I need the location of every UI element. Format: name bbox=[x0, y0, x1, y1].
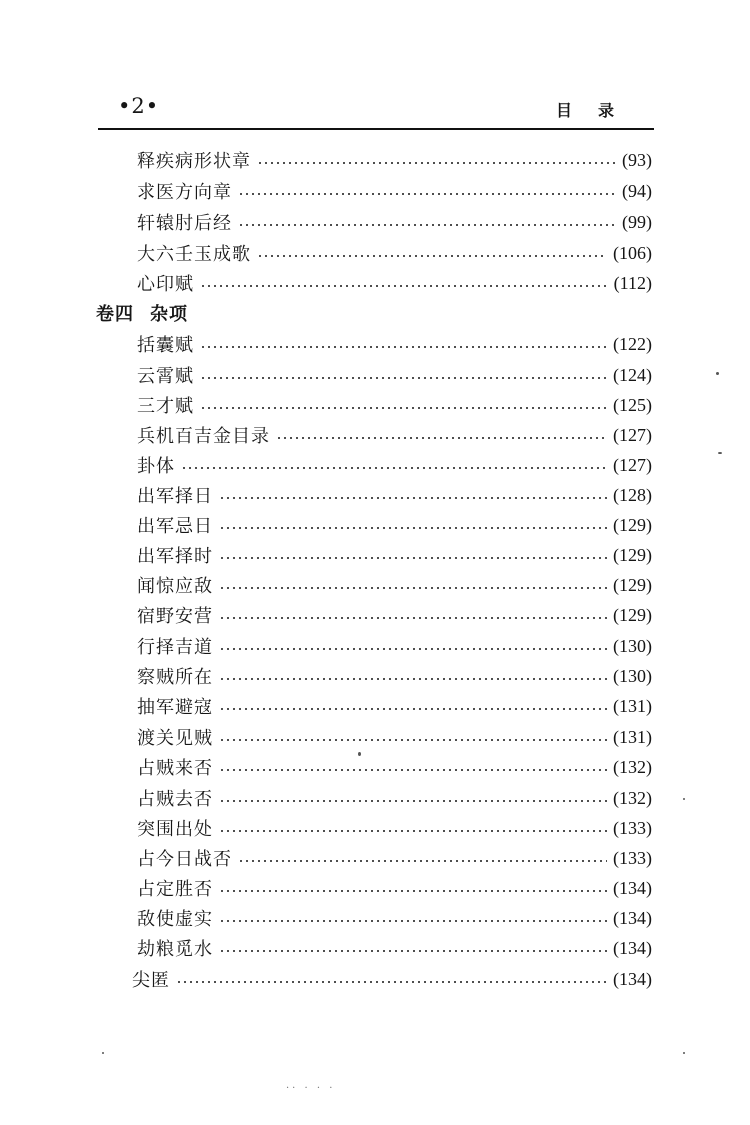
toc-entry-page: (134) bbox=[613, 907, 652, 928]
toc-entry-title: 宿野安营 bbox=[137, 606, 213, 627]
section-heading bbox=[96, 298, 188, 328]
dot-leader bbox=[219, 617, 607, 619]
section-label: 卷四 bbox=[96, 304, 134, 325]
running-title: 目录 bbox=[555, 101, 640, 120]
toc-entry-page: (133) bbox=[613, 817, 652, 838]
toc-entry-page: (127) bbox=[613, 454, 652, 475]
toc-entry bbox=[137, 480, 652, 510]
toc-entry-title: 占定胜否 bbox=[137, 879, 213, 900]
toc-entry-page: (132) bbox=[613, 756, 652, 777]
toc-entry-title: 占今日战否 bbox=[137, 849, 232, 870]
toc-entry-title: 兵机百吉金目录 bbox=[137, 426, 270, 447]
dot-leader bbox=[219, 890, 607, 892]
page-header bbox=[98, 92, 654, 130]
toc-entry bbox=[137, 176, 652, 206]
dot-leader bbox=[219, 950, 607, 952]
toc-entry-title: 轩辕肘后经 bbox=[137, 213, 232, 234]
toc-entry bbox=[137, 329, 652, 359]
toc-entry-title: 察贼所在 bbox=[137, 667, 213, 688]
toc-entry-title: 大六壬玉成歌 bbox=[137, 244, 251, 265]
toc-entry bbox=[137, 933, 652, 963]
scan-speck bbox=[683, 1052, 685, 1054]
toc-entry-title: 三才赋 bbox=[137, 396, 194, 417]
toc-entry bbox=[137, 510, 652, 540]
toc-entry-title: 行择吉道 bbox=[137, 637, 213, 658]
toc-entry-title: 云霄赋 bbox=[137, 366, 194, 387]
dot-leader bbox=[219, 497, 607, 499]
toc-entry bbox=[137, 570, 652, 600]
dot-leader bbox=[200, 377, 607, 379]
dot-leader bbox=[276, 437, 607, 439]
toc-entry-page: (122) bbox=[613, 333, 652, 354]
toc-entry-title: 求医方向章 bbox=[137, 182, 232, 203]
toc-entry-title: 出军择日 bbox=[137, 486, 213, 507]
toc-entry-page: (134) bbox=[613, 968, 652, 989]
dot-leader bbox=[219, 769, 607, 771]
dot-leader bbox=[176, 981, 607, 983]
toc-entry bbox=[137, 600, 652, 630]
toc-entry bbox=[137, 238, 652, 268]
dot-leader bbox=[219, 739, 607, 741]
section-title: 杂项 bbox=[150, 304, 188, 325]
page-number: •2• bbox=[118, 94, 160, 118]
toc-entry-page: (129) bbox=[613, 544, 652, 565]
toc-entry-page: (127) bbox=[613, 424, 652, 445]
dot-leader bbox=[257, 255, 607, 257]
scan-speck bbox=[716, 372, 719, 375]
dot-leader bbox=[219, 830, 607, 832]
toc-entry bbox=[137, 783, 652, 813]
dot-leader bbox=[238, 860, 607, 862]
toc-entry bbox=[137, 691, 652, 721]
scan-speck bbox=[102, 1052, 104, 1054]
toc-entry bbox=[137, 843, 652, 873]
dot-leader bbox=[219, 587, 607, 589]
toc-entry bbox=[137, 903, 652, 933]
toc-entry-title: 出军忌日 bbox=[137, 516, 213, 537]
toc-entry-page: (130) bbox=[613, 665, 652, 686]
toc-entry-title: 括囊赋 bbox=[137, 335, 194, 356]
toc-entry bbox=[137, 873, 652, 903]
toc-entry-title: 尖匿 bbox=[132, 970, 170, 991]
dot-leader bbox=[200, 285, 608, 287]
toc-entry-title: 占贼来否 bbox=[137, 758, 213, 779]
toc-entry-title: 抽军避寇 bbox=[137, 697, 213, 718]
scan-speck bbox=[718, 452, 722, 454]
scan-speck bbox=[683, 798, 685, 800]
scan-speck bbox=[358, 752, 361, 756]
toc-entry-page: (99) bbox=[622, 211, 652, 232]
toc-entry-page: (134) bbox=[613, 877, 652, 898]
toc-entry-page: (132) bbox=[613, 787, 652, 808]
toc-entry-page: (112) bbox=[613, 272, 652, 293]
dot-leader bbox=[257, 162, 616, 164]
toc-entry bbox=[137, 360, 652, 390]
dot-leader bbox=[219, 708, 607, 710]
toc-entry-page: (129) bbox=[613, 604, 652, 625]
toc-entry-page: (134) bbox=[613, 937, 652, 958]
toc-entry-title: 释疾病形状章 bbox=[137, 151, 251, 172]
toc-entry-page: (125) bbox=[613, 394, 652, 415]
toc-entry-page: (128) bbox=[613, 484, 652, 505]
toc-entry-page: (129) bbox=[613, 574, 652, 595]
toc-entry-title: 占贼去否 bbox=[137, 789, 213, 810]
toc-entry bbox=[137, 661, 652, 691]
dot-leader bbox=[238, 193, 616, 195]
toc-entry-page: (94) bbox=[622, 180, 652, 201]
toc-entry-page: (131) bbox=[613, 726, 652, 747]
toc-entry bbox=[137, 752, 652, 782]
toc-entry bbox=[137, 540, 652, 570]
dot-leader bbox=[238, 224, 616, 226]
toc-entry bbox=[137, 450, 652, 480]
toc-entry bbox=[137, 420, 652, 450]
toc-entry bbox=[137, 390, 652, 420]
scan-smudge: ·· · · · bbox=[286, 1083, 336, 1094]
toc-entry-title: 渡关见贼 bbox=[137, 728, 213, 749]
toc-entry-page: (124) bbox=[613, 364, 652, 385]
toc-entry bbox=[132, 964, 652, 994]
toc-entry bbox=[137, 268, 652, 298]
toc-entry-title: 突围出处 bbox=[137, 819, 213, 840]
toc-entry-page: (131) bbox=[613, 695, 652, 716]
dot-leader bbox=[219, 527, 607, 529]
toc-entry-page: (130) bbox=[613, 635, 652, 656]
toc-entry bbox=[137, 631, 652, 661]
toc-entry-page: (93) bbox=[622, 149, 652, 170]
toc-entry-title: 劫粮觅水 bbox=[137, 939, 213, 960]
toc-entry-page: (129) bbox=[613, 514, 652, 535]
dot-leader bbox=[219, 648, 607, 650]
toc-entry-title: 心印赋 bbox=[137, 274, 194, 295]
dot-leader bbox=[181, 467, 607, 469]
toc-entry bbox=[137, 722, 652, 752]
toc-entry-title: 出军择时 bbox=[137, 546, 213, 567]
dot-leader bbox=[200, 346, 607, 348]
toc-entry-page: (133) bbox=[613, 847, 652, 868]
dot-leader bbox=[200, 407, 607, 409]
toc-entry bbox=[137, 813, 652, 843]
dot-leader bbox=[219, 557, 607, 559]
dot-leader bbox=[219, 920, 607, 922]
toc-entry-title: 闻惊应敌 bbox=[137, 576, 213, 597]
toc-entry bbox=[137, 145, 652, 175]
toc-entry-title: 卦体 bbox=[137, 456, 175, 477]
dot-leader bbox=[219, 800, 607, 802]
dot-leader bbox=[219, 678, 607, 680]
toc-entry-title: 敌使虚实 bbox=[137, 909, 213, 930]
toc-entry-page: (106) bbox=[613, 242, 652, 263]
toc-entry bbox=[137, 207, 652, 237]
